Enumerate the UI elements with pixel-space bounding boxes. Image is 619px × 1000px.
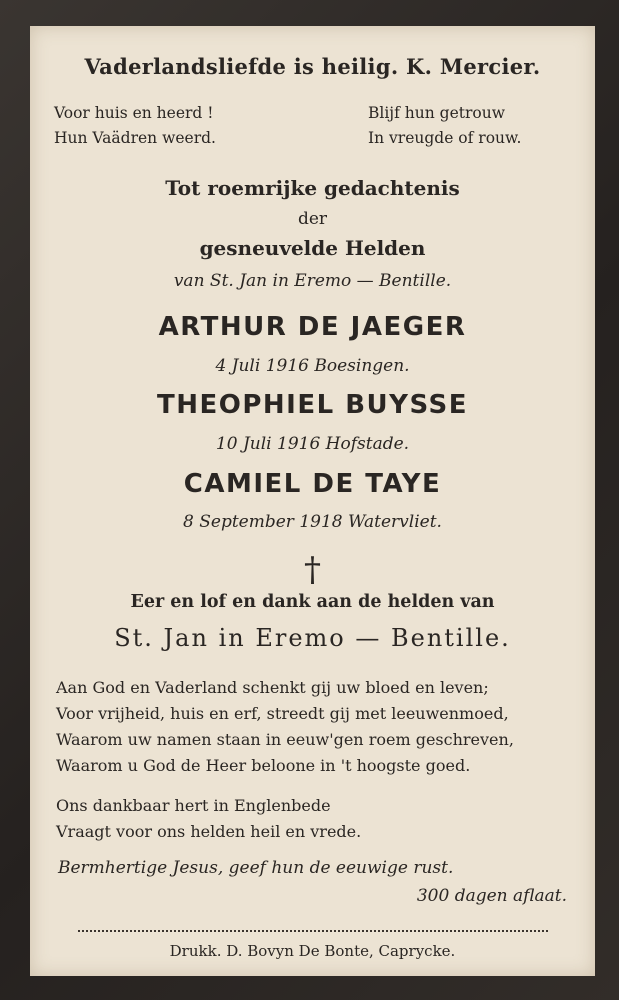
dedication-line-2: der [297, 209, 328, 229]
cross-icon: † [304, 550, 321, 590]
indulgence-line: 300 dagen aflaat. [416, 886, 567, 906]
praise-line: Eer en lof en dank aan de helden van [130, 592, 495, 612]
verse-right-line-1: Blijf hun getrouw [368, 104, 505, 122]
angel-prayer-line-2: Vraagt voor ons helden heil en vrede. [56, 822, 362, 841]
verse-right-line-2: In vreugde of rouw. [368, 129, 522, 147]
parish-name: St. Jan in Eremo — Bentille. [114, 624, 511, 652]
angel-prayer-line-1: Ons dankbaar hert in Englenbede [56, 796, 331, 815]
hero-name-3: CAMIEL DE TAYE [183, 469, 442, 499]
hero-date-1: 4 Juli 1916 Boesingen. [215, 356, 410, 376]
prayer-line: Bermhertige Jesus, geef hun de eeuwige rust. [58, 858, 454, 878]
hero-date-2: 10 Juli 1916 Hofstade. [215, 434, 410, 454]
dedication-line-4: van St. Jan in Eremo — Bentille. [173, 271, 452, 291]
motto: Vaderlandsliefde is heilig. K. Mercier. [84, 54, 541, 79]
poem-line-4: Waarom u God de Heer beloone in 't hoogste goed. [56, 756, 471, 775]
dedication-line-1: Tot roemrijke gedachtenis [165, 176, 460, 200]
verse-left-line-2: Hun Vaädren weerd. [54, 129, 216, 147]
memorial-card [30, 26, 595, 976]
dotted-divider [78, 930, 548, 932]
hero-name-2: THEOPHIEL BUYSSE [156, 390, 469, 420]
poem-line-2: Voor vrijheid, huis en erf, streedt gij met leeuwenmoed, [56, 704, 509, 723]
poem-line-1: Aan God en Vaderland schenkt gij uw bloed en leven; [56, 678, 489, 697]
hero-date-3: 8 September 1918 Watervliet. [183, 512, 442, 532]
verse-left-line-1: Voor huis en heerd ! [54, 104, 214, 122]
hero-name-1: ARTHUR DE JAEGER [158, 312, 467, 342]
dedication-line-3: gesneuvelde Helden [199, 236, 426, 260]
printer-imprint: Drukk. D. Bovyn De Bonte, Caprycke. [169, 942, 456, 960]
poem-line-3: Waarom uw namen staan in eeuw'gen roem geschreven, [56, 730, 514, 749]
